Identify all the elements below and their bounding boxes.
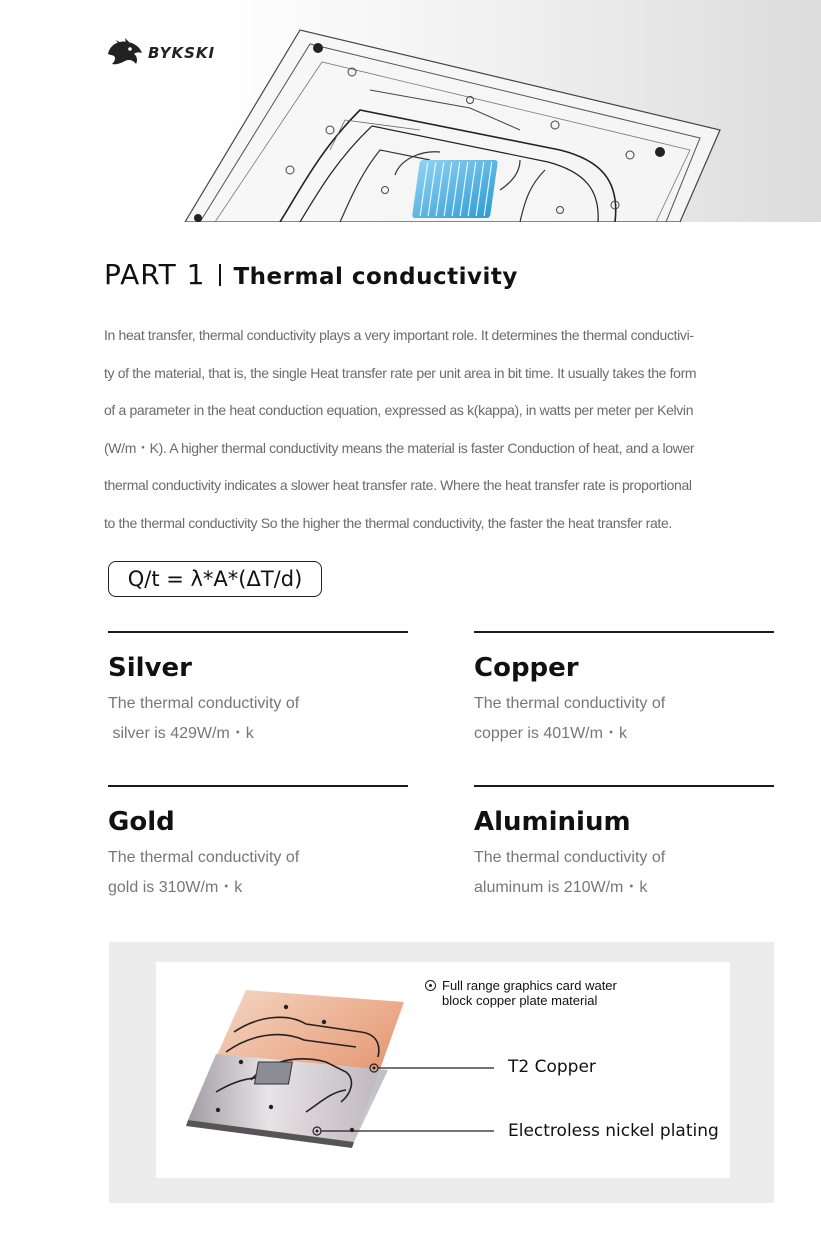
heading-divider [219,264,221,286]
description-line: The thermal conductivity of [108,695,300,712]
material-name: Copper [474,653,579,683]
callout-t2-copper: T2 Copper [508,1057,596,1077]
section-title: Thermal conductivity [233,264,518,290]
material-card-aluminium [474,785,774,903]
description-line: aluminum is 210W/m・k [474,879,648,896]
legend-line: Full range graphics card water [442,978,617,993]
intro-line: of a parameter in the heat conduction equation, expressed as k(kappa), in watts per meter per Kelvin [104,402,694,419]
part-number: PART 1 [104,258,206,291]
material-name: Gold [108,807,175,837]
section-heading [104,258,518,291]
description-line: The thermal conductivity of [474,849,666,866]
material-name: Silver [108,653,192,683]
material-card-silver [108,631,408,749]
legend-line: block copper plate material [442,993,598,1008]
diagram-legend [425,978,617,1008]
material-description [108,689,408,749]
description-line: copper is 401W/m・k [474,725,627,742]
formula-box: Q/t = λ*A*(ΔT/d) [108,561,322,597]
intro-line: thermal conductivity indicates a slower heat transfer rate. Where the heat transfer rate is proportional [104,477,692,494]
material-card-gold [108,785,408,903]
intro-line: ty of the material, that is, the single Heat transfer rate per unit area in bit time. It usually takes the form [104,364,697,381]
brand-logo [106,36,215,70]
callout-electroless-nickel: Electroless nickel plating [508,1121,719,1141]
water-block-illustration [0,0,821,222]
material-description [474,843,774,903]
description-line: gold is 310W/m・k [108,879,243,896]
card-divider [474,631,774,633]
intro-line: (W/m・K). A higher thermal conductivity means the material is faster Conduction of heat, and a lower [104,439,695,456]
bullet-icon [425,980,436,991]
intro-paragraph [104,317,776,543]
description-line: silver is 429W/m・k [108,725,254,742]
hero-product-render [0,0,821,222]
dragon-icon [106,38,144,68]
intro-line: to the thermal conductivity So the higher the thermal conductivity, the faster the heat transfer rate. [104,514,672,531]
material-card-copper [474,631,774,749]
description-line: The thermal conductivity of [474,695,666,712]
card-divider [108,631,408,633]
card-divider [474,785,774,787]
description-line: The thermal conductivity of [108,849,300,866]
intro-line: In heat transfer, thermal conductivity plays a very important role. It determines the thermal conductivi- [104,327,694,343]
brand-name: BYKSKI [148,44,216,62]
material-description [474,689,774,749]
card-divider [108,785,408,787]
material-name: Aluminium [474,807,631,837]
legend-text [442,978,617,1008]
material-description [108,843,408,903]
